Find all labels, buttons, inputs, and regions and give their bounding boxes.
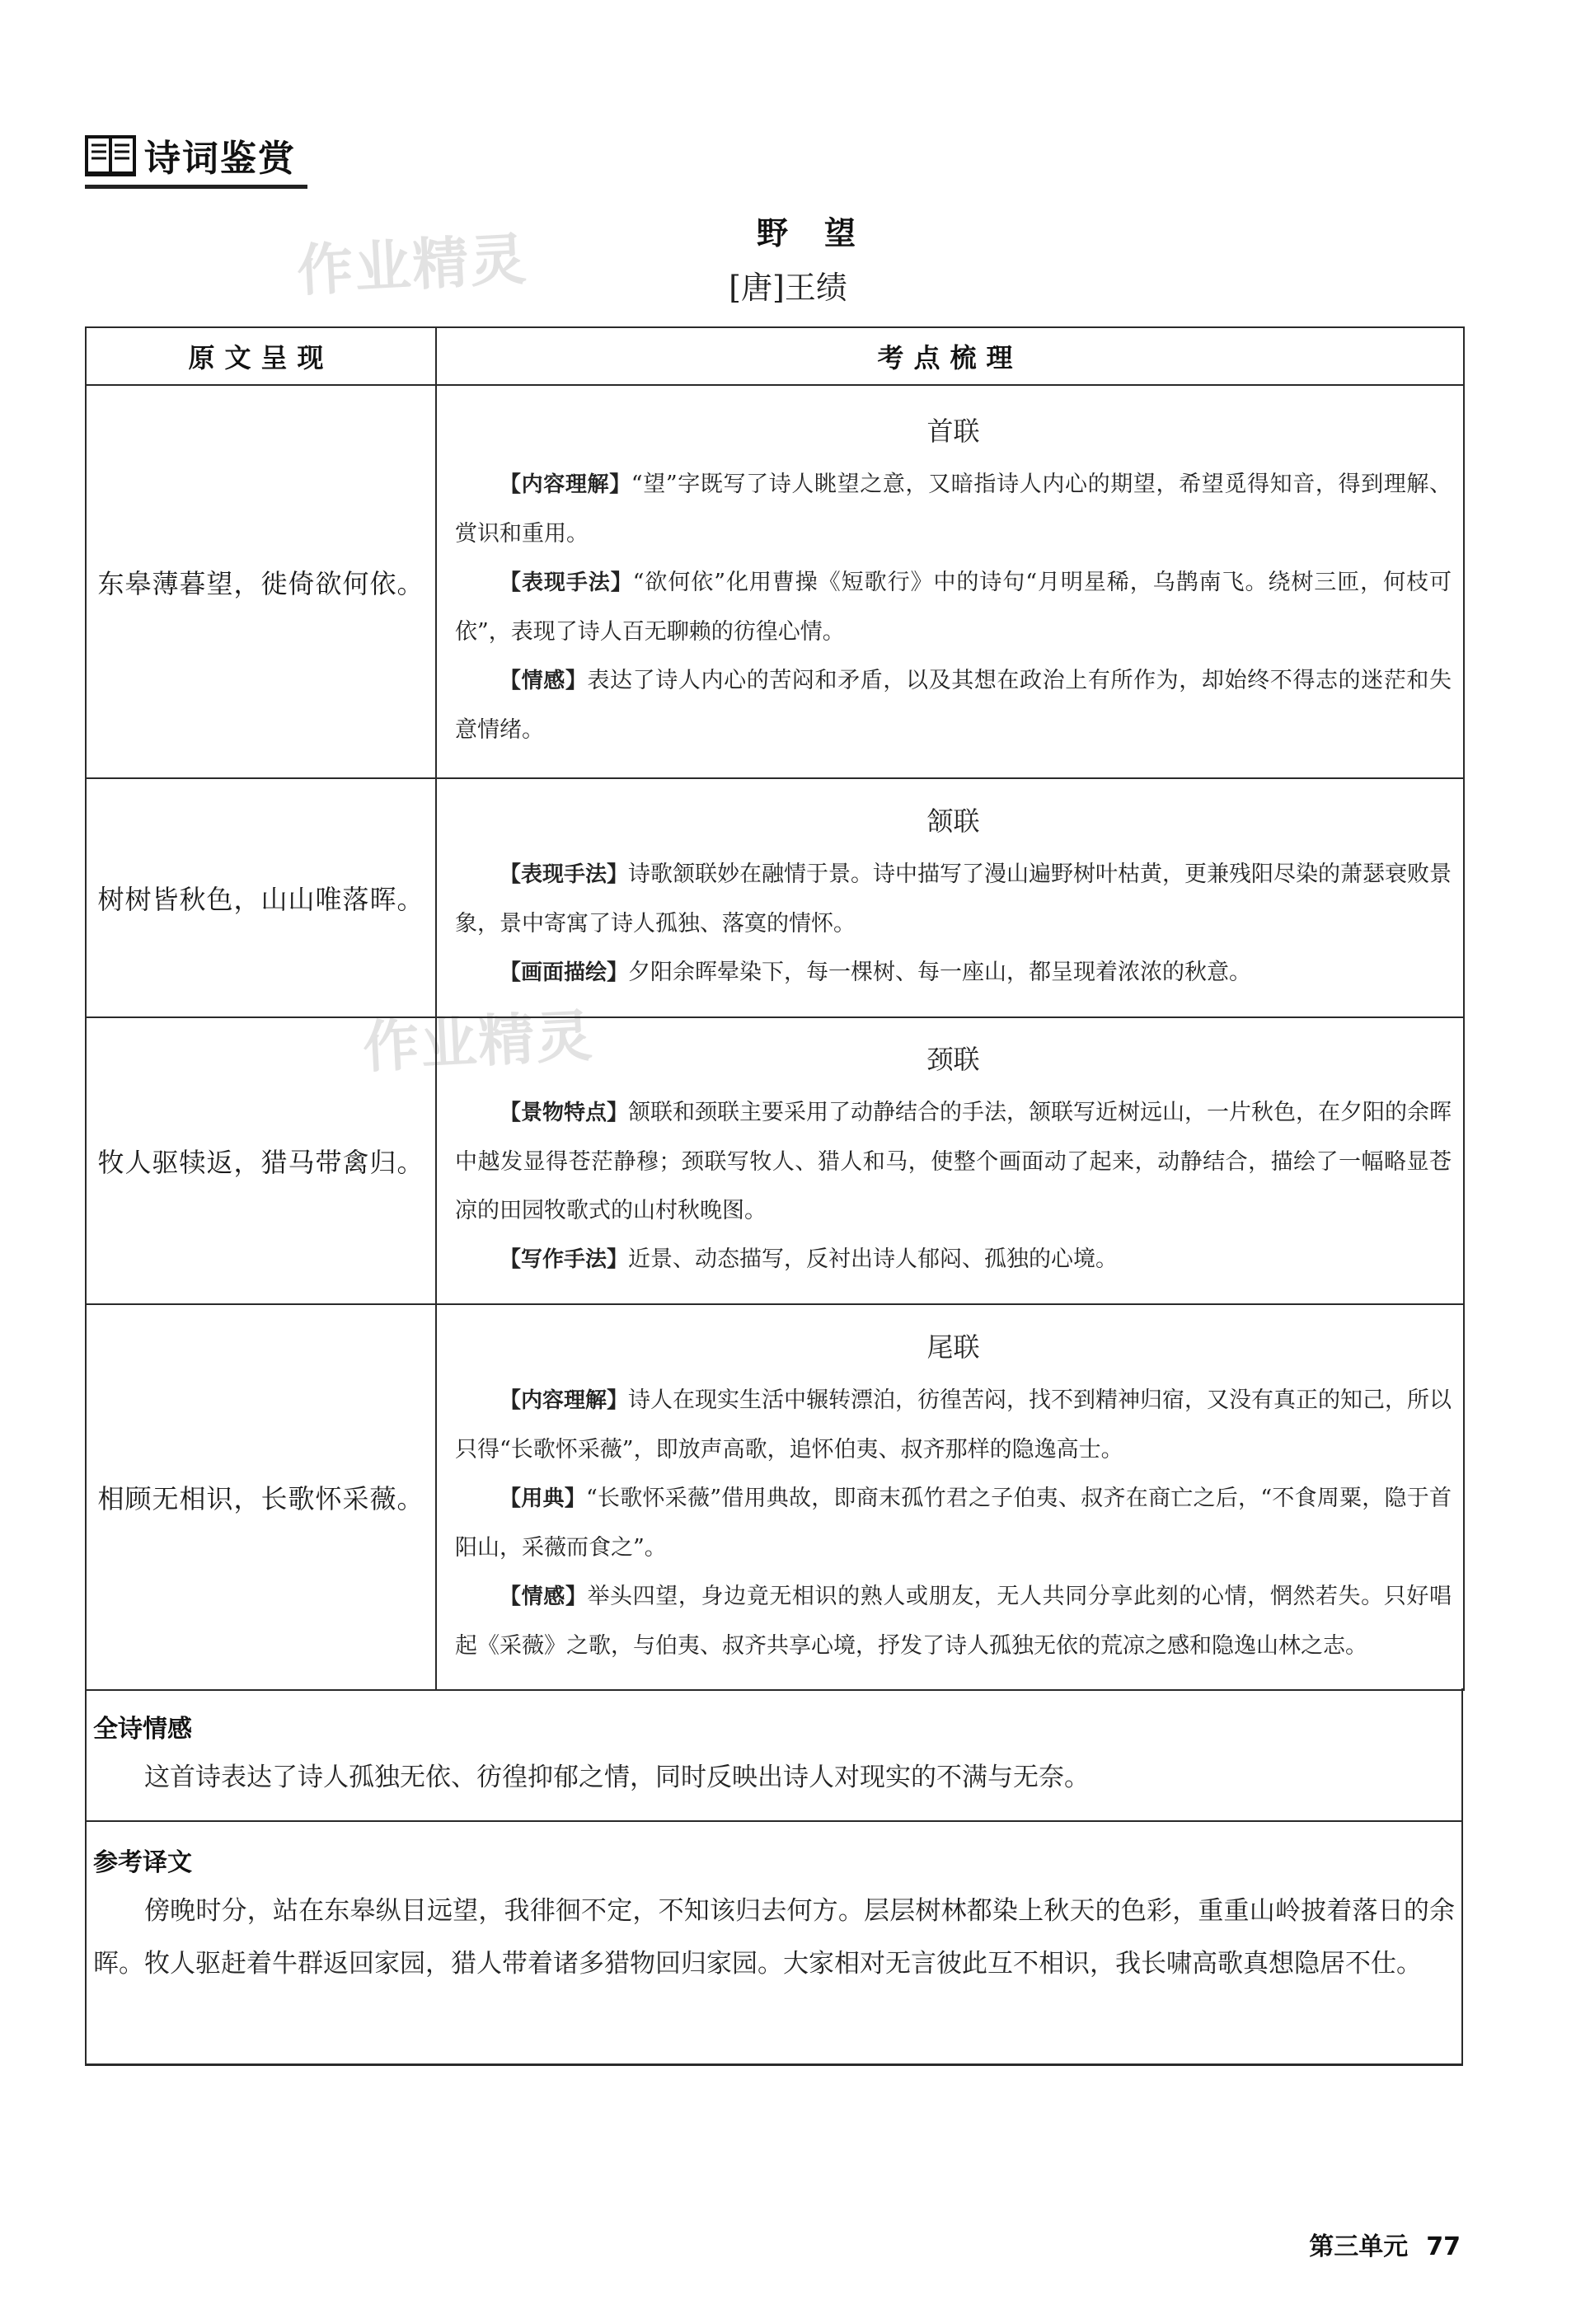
watermark: 作业精灵 xyxy=(361,1003,596,1082)
analysis-cell xyxy=(436,1017,1464,1304)
point-tag: 【表现手法】 xyxy=(500,570,633,595)
original-line: 树树皆秋色，山山唯落晖。 xyxy=(86,778,436,1017)
point-text: “望”字既写了诗人眺望之意，又暗指诗人内心的期望，希望觅得知音，得到理解、赏识和重用。 xyxy=(455,472,1452,547)
original-line: 东皋薄暮望，徙倚欲何依。 xyxy=(86,385,436,778)
point-text: 夕阳余晖晕染下，每一棵树、每一座山，都呈现着浓浓的秋意。 xyxy=(628,959,1252,985)
point-text: “欲何依”化用曹操《短歌行》中的诗句“月明星稀，乌鹊南飞。绕树三匝，何枝可依”，表现了诗人百无聊赖的彷徨心情。 xyxy=(455,570,1452,645)
book-icon xyxy=(85,132,136,178)
translation-heading: 参考译文 xyxy=(93,1848,192,1877)
page-footer xyxy=(1309,2226,1461,2262)
summary-text: 这首诗表达了诗人孤独无依、彷徨抑郁之情，同时反映出诗人对现实的不满与无奈。 xyxy=(144,1763,1090,1792)
analysis-cell xyxy=(436,1304,1464,1690)
table-header-row xyxy=(86,327,1464,385)
point-tag: 【情感】 xyxy=(500,669,588,693)
point-tag: 【情感】 xyxy=(500,1584,588,1609)
point-text: 近景、动态描写，反衬出诗人郁闷、孤独的心境。 xyxy=(628,1247,1119,1272)
analysis-point xyxy=(455,1572,1452,1670)
analysis-point xyxy=(455,558,1452,656)
table-row xyxy=(86,778,1464,1017)
point-text: 表达了诗人内心的苦闷和矛盾，以及其想在政治上有所作为，却始终不得志的迷茫和失意情绪。 xyxy=(455,668,1452,743)
analysis-table xyxy=(85,326,1465,1691)
point-tag: 【内容理解】 xyxy=(500,1387,629,1413)
point-text: 诗人在现实生活中辗转漂泊，彷徨苦闷，找不到精神归宿，又没有真正的知己，所以只得“长歌怀采薇”，即放声高歌，追怀伯夷、叔齐那样的隐逸高士。 xyxy=(455,1387,1452,1462)
analysis-point xyxy=(455,1235,1452,1284)
point-tag: 【用典】 xyxy=(500,1486,586,1511)
point-text: “长歌怀采薇”借用典故，即商末孤竹君之子伯夷、叔齐在商亡之后，“不食周粟，隐于首阳山，采薇而食之”。 xyxy=(455,1485,1452,1561)
analysis-point xyxy=(455,1474,1452,1572)
original-line: 牧人驱犊返，猎马带禽归。 xyxy=(86,1017,436,1304)
translation-text: 傍晚时分，站在东皋纵目远望，我徘徊不定，不知该归去何方。层层树林都染上秋天的色彩，重重山岭披着落日的余晖。牧人驱赶着牛群返回家园，猎人带着诸多猎物回归家园。大家相对无言彼此互不相识，我长啸高歌真想隐居不仕。 xyxy=(93,1896,1455,1979)
section-header xyxy=(85,125,307,189)
unit-label: 第三单元 xyxy=(1309,2232,1409,2261)
point-tag: 【画面描绘】 xyxy=(500,960,629,985)
couplet-name: 首联 xyxy=(926,416,980,447)
summary-heading: 全诗情感 xyxy=(93,1715,192,1744)
column-header-analysis: 考点梳理 xyxy=(436,327,1464,385)
point-text: 举头四望，身边竟无相识的熟人或朋友，无人共同分享此刻的心情，惘然若失。只好唱起《采薇》之歌，与伯夷、叔齐共享心境，抒发了诗人孤独无依的荒凉之感和隐逸山林之志。 xyxy=(455,1583,1452,1659)
analysis-point xyxy=(455,850,1452,948)
point-tag: 【写作手法】 xyxy=(500,1247,629,1272)
table-row xyxy=(86,1017,1464,1304)
point-tag: 【内容理解】 xyxy=(500,472,631,497)
page-number: 77 xyxy=(1426,2232,1461,2261)
couplet-name: 尾联 xyxy=(926,1331,980,1363)
table-row xyxy=(86,385,1464,778)
analysis-cell xyxy=(436,385,1464,778)
translation-box xyxy=(85,1822,1463,2066)
point-tag: 【景物特点】 xyxy=(500,1101,629,1125)
point-text: 颔联和颈联主要采用了动静结合的手法，颔联写近树远山，一片秋色，在夕阳的余晖中越发显得苍茫静穆；颈联写牧人、猎人和马，使整个画面动了起来，动静结合，描绘了一幅略显苍凉的田园牧歌式的山村秋晚图。 xyxy=(455,1100,1452,1223)
poem-author: [唐]王绩 xyxy=(729,270,847,306)
summary-box xyxy=(85,1688,1463,1822)
watermark: 作业精灵 xyxy=(295,227,530,305)
section-title: 诗词鉴赏 xyxy=(144,138,296,180)
analysis-point xyxy=(455,656,1452,754)
original-line: 相顾无相识，长歌怀采薇。 xyxy=(86,1304,436,1690)
analysis-point xyxy=(455,460,1452,558)
analysis-cell xyxy=(436,778,1464,1017)
couplet-name: 颔联 xyxy=(926,805,980,837)
poem-title: 野望 xyxy=(756,215,892,251)
column-header-original: 原文呈现 xyxy=(86,327,436,385)
analysis-point xyxy=(455,1088,1452,1235)
analysis-point xyxy=(455,1376,1452,1474)
analysis-point xyxy=(455,948,1452,998)
point-text: 诗歌颔联妙在融情于景。诗中描写了漫山遍野树叶枯黄，更兼残阳尽染的萧瑟衰败景象，景中寄寓了诗人孤独、落寞的情怀。 xyxy=(455,861,1452,937)
table-row xyxy=(86,1304,1464,1690)
couplet-name: 颈联 xyxy=(926,1044,980,1075)
point-tag: 【表现手法】 xyxy=(500,862,629,887)
